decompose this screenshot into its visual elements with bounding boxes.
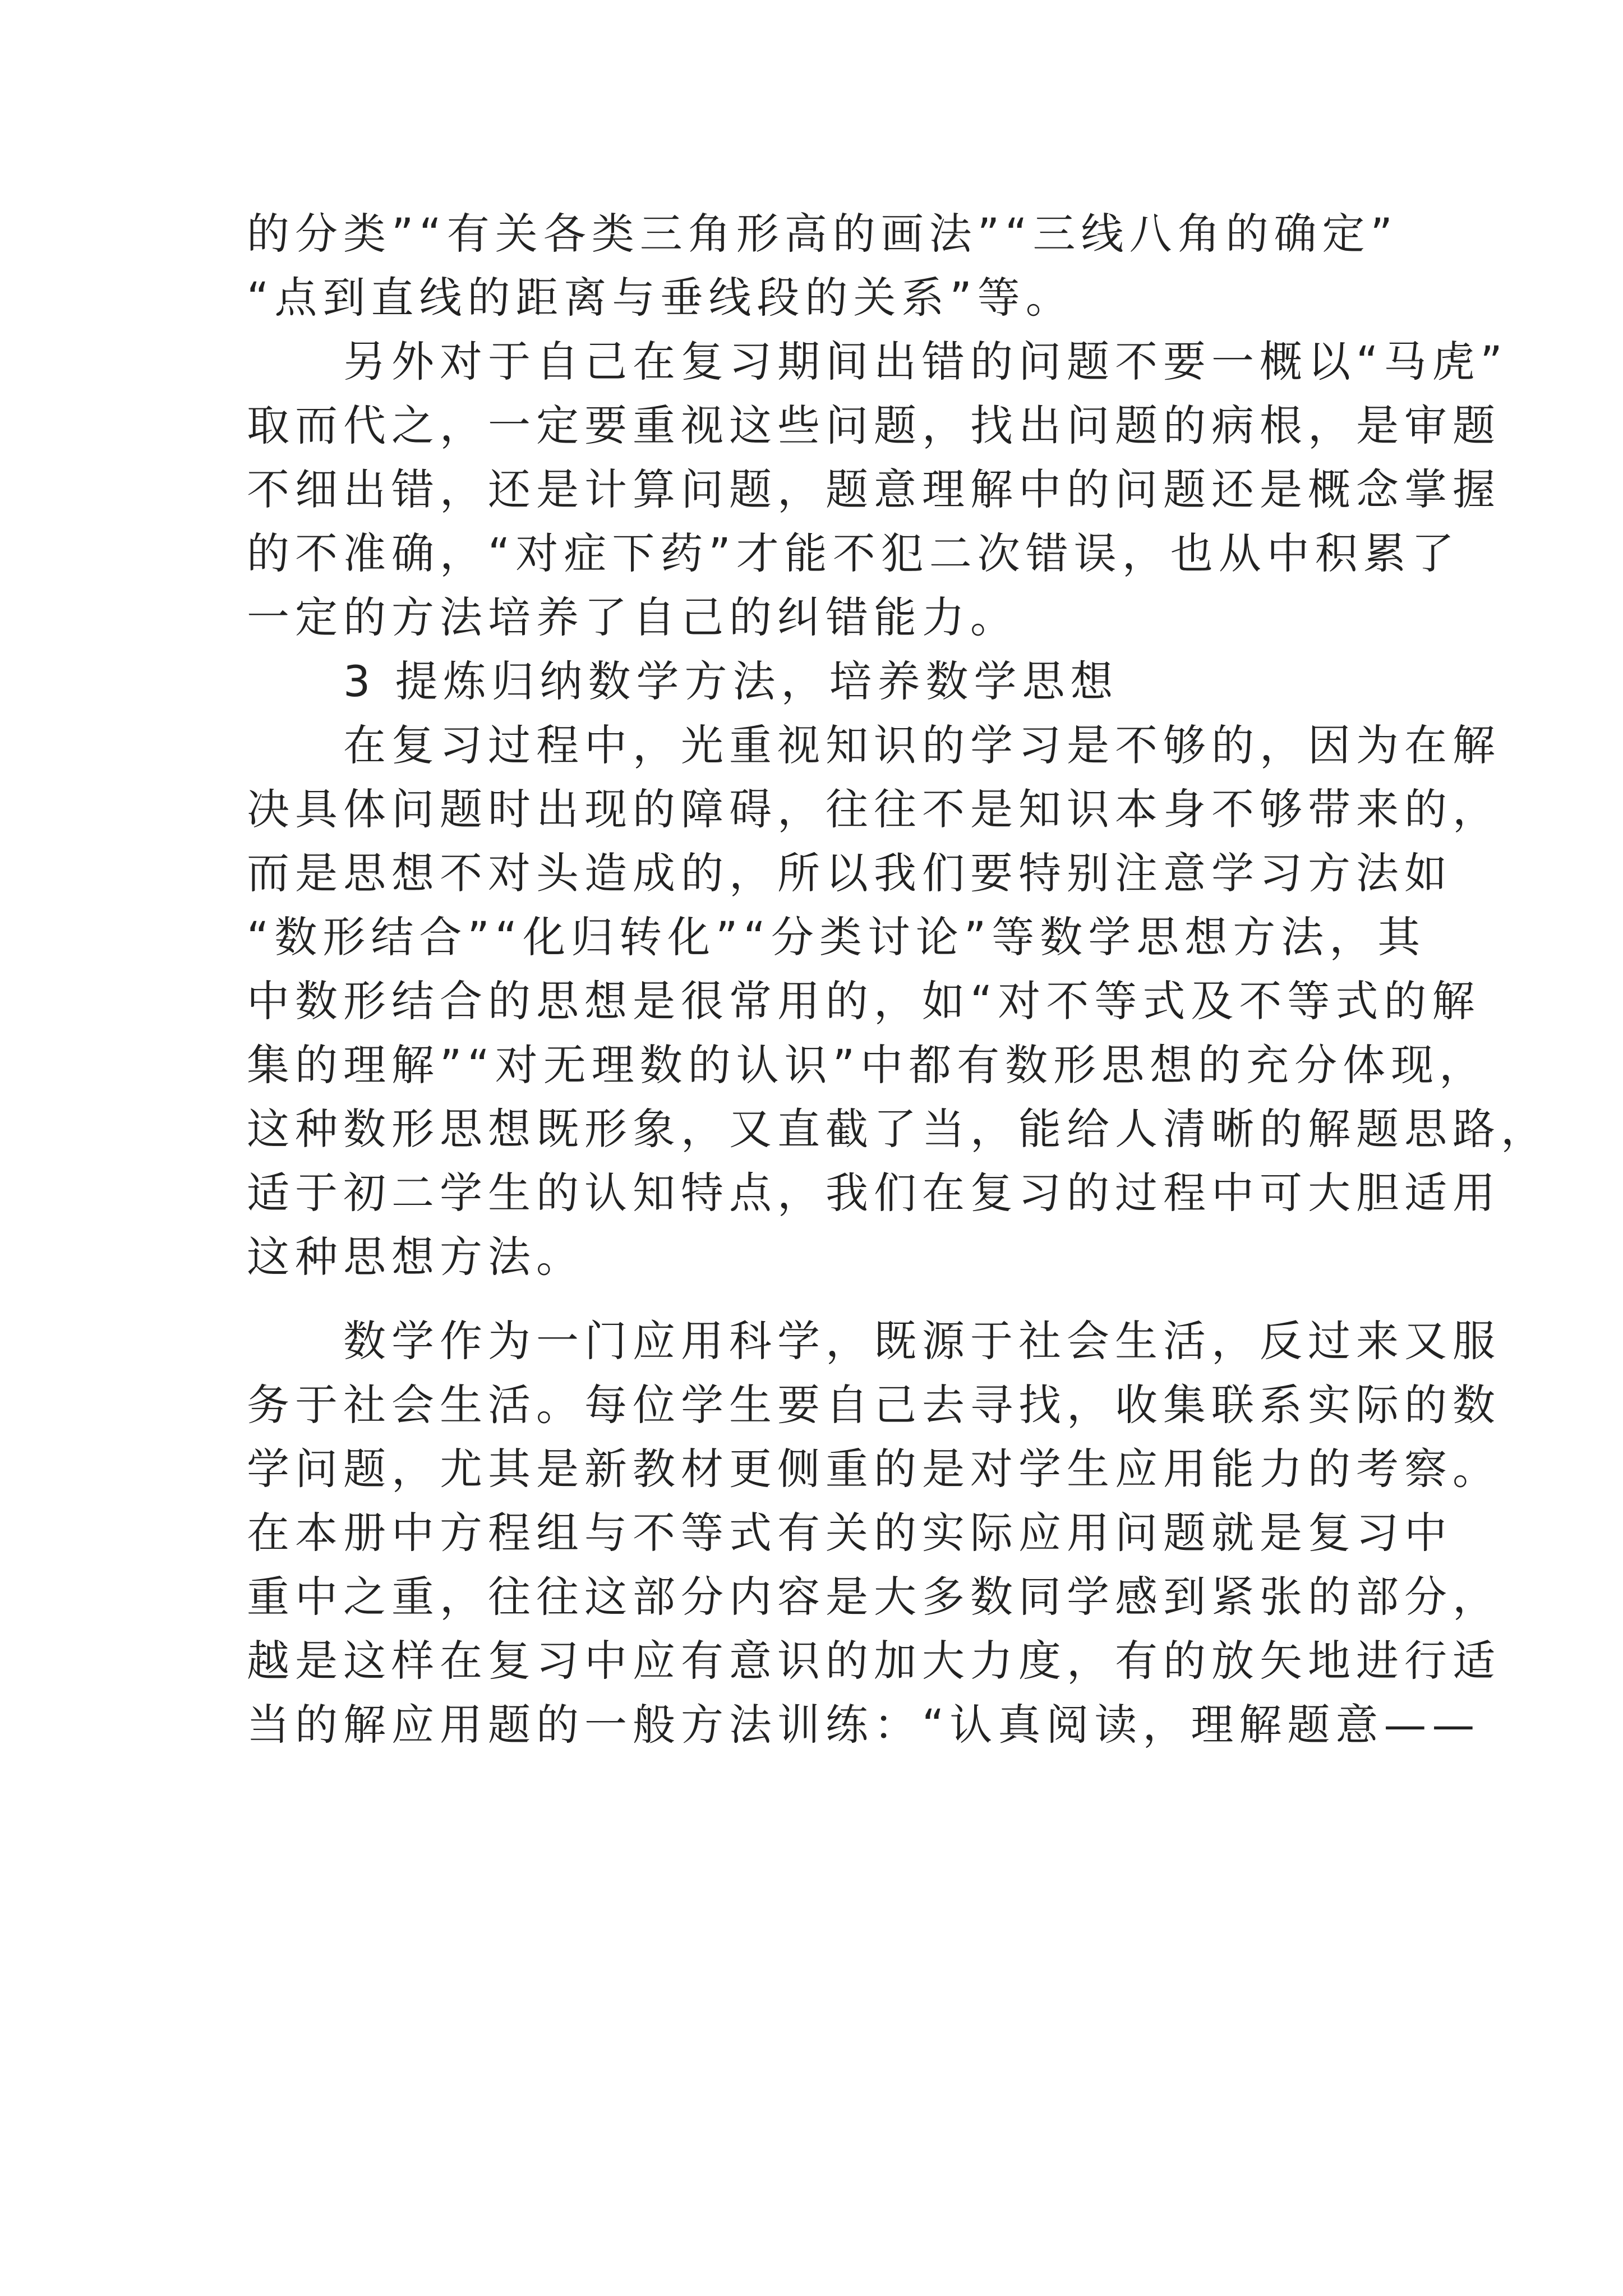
text-line: 在本册中方程组与不等式有关的实际应用问题就是复习中: [247, 1508, 1453, 1558]
text-line: “数形结合”“化归转化”“分类讨论”等数学思想方法，其: [247, 912, 1426, 962]
text-line: 当的解应用题的一般方法训练：“认真阅读，理解题意——: [247, 1700, 1481, 1750]
text-line: 集的理解”“对无理数的认识”中都有数形思想的充分体现，: [247, 1040, 1488, 1090]
text-line: 务于社会生活。每位学生要自己去寻找，收集联系实际的数: [247, 1380, 1501, 1430]
section-heading: 3 提炼归纳数学方法，培养数学思想: [247, 656, 1119, 706]
text-line: 的分类”“有关各类三角形高的画法”“三线八角的确定”: [247, 209, 1398, 259]
text-line: 适于初二学生的认知特点，我们在复习的过程中可大胆适用: [247, 1168, 1501, 1218]
text-line: 不细出错，还是计算问题，题意理解中的问题还是概念掌握: [247, 464, 1501, 514]
text-line: 学问题，尤其是新教材更侧重的是对学生应用能力的考察。: [247, 1444, 1501, 1494]
text-line: 取而代之，一定要重视这些问题，找出问题的病根，是审题: [247, 401, 1501, 450]
text-line: 这种数形思想既形象，又直截了当，能给人清晰的解题思路，: [247, 1104, 1549, 1154]
text-line: 中数形结合的思想是很常用的，如“对不等式及不等式的解: [247, 976, 1481, 1026]
paragraph-gap: [247, 1289, 1402, 1309]
text-line: 一定的方法培养了自己的纠错能力。: [247, 592, 1018, 642]
text-line: 而是思想不对头造成的，所以我们要特别注意学习方法如: [247, 848, 1453, 898]
document-body: [247, 202, 1549, 1757]
text-line: “点到直线的距离与垂线段的关系”等。: [247, 273, 1074, 323]
text-line: 数学作为一门应用科学，既源于社会生活，反过来又服: [247, 1316, 1501, 1366]
text-line: 这种思想方法。: [247, 1232, 584, 1282]
text-line: 越是这样在复习中应有意识的加大力度，有的放矢地进行适: [247, 1636, 1501, 1686]
text-line: 决具体问题时出现的障碍，往往不是知识本身不够带来的，: [247, 784, 1501, 834]
text-line: 重中之重，往往这部分内容是大多数同学感到紧张的部分，: [247, 1572, 1501, 1622]
text-line: 的不准确，“对症下药”才能不犯二次错误，也从中积累了: [247, 528, 1460, 578]
text-line: 另外对于自己在复习期间出错的问题不要一概以“马虎”: [247, 337, 1508, 386]
text-line: 在复习过程中，光重视知识的学习是不够的，因为在解: [247, 720, 1501, 770]
